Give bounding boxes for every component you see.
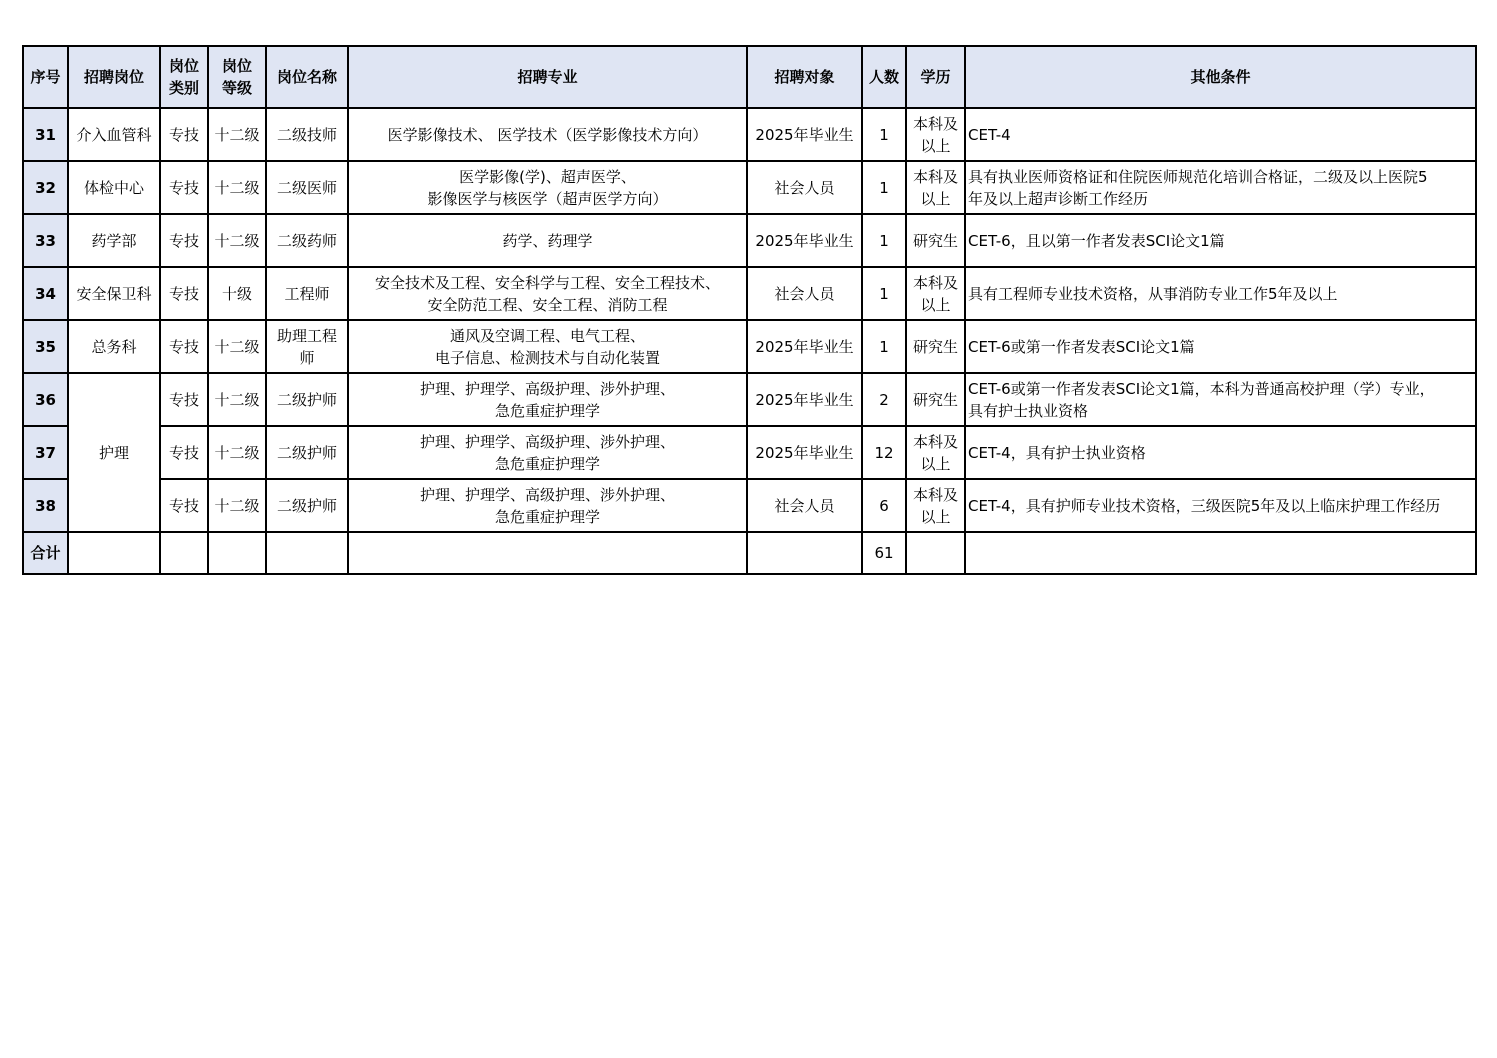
row-level: 十二级: [208, 426, 266, 479]
row-count: 1: [862, 161, 906, 214]
row-dept: 体检中心: [68, 161, 160, 214]
row-edu: 本科及 以上: [906, 267, 965, 320]
row-edu: 本科及 以上: [906, 479, 965, 532]
total-empty-cell: [965, 532, 1476, 574]
header-title: 岗位名称: [266, 46, 348, 108]
row-target: 2025年毕业生: [747, 373, 862, 426]
row-other: 具有工程师专业技术资格，从事消防专业工作5年及以上: [965, 267, 1476, 320]
row-count: 6: [862, 479, 906, 532]
row-type: 专技: [160, 267, 208, 320]
row-edu: 本科及 以上: [906, 426, 965, 479]
row-seq: 32: [23, 161, 68, 214]
table-row: [23, 320, 1476, 373]
row-other: 具有执业医师资格证和住院医师规范化培训合格证，二级及以上医院5 年及以上超声诊断工作经历: [965, 161, 1476, 214]
recruitment-table: [22, 45, 1477, 575]
total-label: 合计: [23, 532, 68, 574]
row-level: 十级: [208, 267, 266, 320]
table-row: [23, 161, 1476, 214]
row-title: 二级药师: [266, 214, 348, 267]
total-empty-cell: [348, 532, 747, 574]
row-title: 二级技师: [266, 108, 348, 161]
total-row: [23, 532, 1476, 574]
row-major: 药学、药理学: [348, 214, 747, 267]
row-seq: 31: [23, 108, 68, 161]
total-empty-cell: [906, 532, 965, 574]
header-count: 人数: [862, 46, 906, 108]
header-target: 招聘对象: [747, 46, 862, 108]
row-level: 十二级: [208, 479, 266, 532]
row-target: 2025年毕业生: [747, 214, 862, 267]
row-other: CET-6，且以第一作者发表SCI论文1篇: [965, 214, 1476, 267]
row-title: 二级医师: [266, 161, 348, 214]
row-level: 十二级: [208, 214, 266, 267]
row-edu: 本科及 以上: [906, 108, 965, 161]
header-row: [23, 46, 1476, 108]
row-type: 专技: [160, 108, 208, 161]
row-dept: 药学部: [68, 214, 160, 267]
row-level: 十二级: [208, 108, 266, 161]
header-type: 岗位 类别: [160, 46, 208, 108]
header-other: 其他条件: [965, 46, 1476, 108]
total-count: 61: [862, 532, 906, 574]
row-seq: 35: [23, 320, 68, 373]
row-count: 1: [862, 108, 906, 161]
row-title: 工程师: [266, 267, 348, 320]
row-major: 护理、护理学、高级护理、涉外护理、 急危重症护理学: [348, 479, 747, 532]
row-dept: 总务科: [68, 320, 160, 373]
row-seq: 34: [23, 267, 68, 320]
row-major: 安全技术及工程、安全科学与工程、安全工程技术、 安全防范工程、安全工程、消防工程: [348, 267, 747, 320]
row-major: 医学影像技术、 医学技术（医学影像技术方向）: [348, 108, 747, 161]
row-major: 护理、护理学、高级护理、涉外护理、 急危重症护理学: [348, 426, 747, 479]
row-major: 医学影像(学)、超声医学、 影像医学与核医学（超声医学方向）: [348, 161, 747, 214]
total-empty-cell: [160, 532, 208, 574]
row-seq: 33: [23, 214, 68, 267]
row-title: 二级护师: [266, 426, 348, 479]
row-count: 1: [862, 214, 906, 267]
row-count: 1: [862, 267, 906, 320]
table-row: [23, 426, 1476, 479]
row-edu: 研究生: [906, 320, 965, 373]
row-major: 护理、护理学、高级护理、涉外护理、 急危重症护理学: [348, 373, 747, 426]
row-edu: 研究生: [906, 373, 965, 426]
table-row: [23, 214, 1476, 267]
row-title: 二级护师: [266, 479, 348, 532]
header-level: 岗位 等级: [208, 46, 266, 108]
row-other: CET-6或第一作者发表SCI论文1篇: [965, 320, 1476, 373]
header-major: 招聘专业: [348, 46, 747, 108]
row-dept-merged: 护理: [68, 373, 160, 532]
row-dept: 介入血管科: [68, 108, 160, 161]
row-title: 二级护师: [266, 373, 348, 426]
row-target: 2025年毕业生: [747, 320, 862, 373]
row-type: 专技: [160, 161, 208, 214]
total-empty-cell: [747, 532, 862, 574]
row-level: 十二级: [208, 373, 266, 426]
row-type: 专技: [160, 426, 208, 479]
header-dept: 招聘岗位: [68, 46, 160, 108]
table-row: [23, 479, 1476, 532]
table-row: [23, 108, 1476, 161]
row-count: 2: [862, 373, 906, 426]
row-target: 社会人员: [747, 267, 862, 320]
row-edu: 本科及 以上: [906, 161, 965, 214]
row-target: 2025年毕业生: [747, 108, 862, 161]
total-empty-cell: [266, 532, 348, 574]
row-level: 十二级: [208, 161, 266, 214]
row-seq: 36: [23, 373, 68, 426]
table-row: [23, 267, 1476, 320]
row-type: 专技: [160, 214, 208, 267]
row-target: 社会人员: [747, 479, 862, 532]
row-other: CET-6或第一作者发表SCI论文1篇，本科为普通高校护理（学）专业， 具有护士执业资格: [965, 373, 1476, 426]
row-edu: 研究生: [906, 214, 965, 267]
row-count: 12: [862, 426, 906, 479]
row-other: CET-4: [965, 108, 1476, 161]
row-type: 专技: [160, 373, 208, 426]
row-major: 通风及空调工程、电气工程、 电子信息、检测技术与自动化装置: [348, 320, 747, 373]
header-seq: 序号: [23, 46, 68, 108]
row-seq: 38: [23, 479, 68, 532]
row-level: 十二级: [208, 320, 266, 373]
row-other: CET-4，具有护师专业技术资格，三级医院5年及以上临床护理工作经历: [965, 479, 1476, 532]
row-type: 专技: [160, 320, 208, 373]
row-target: 社会人员: [747, 161, 862, 214]
total-empty-cell: [68, 532, 160, 574]
row-title: 助理工程 师: [266, 320, 348, 373]
table-row: [23, 373, 1476, 426]
row-type: 专技: [160, 479, 208, 532]
row-dept: 安全保卫科: [68, 267, 160, 320]
row-target: 2025年毕业生: [747, 426, 862, 479]
row-seq: 37: [23, 426, 68, 479]
row-count: 1: [862, 320, 906, 373]
total-empty-cell: [208, 532, 266, 574]
header-edu: 学历: [906, 46, 965, 108]
row-other: CET-4，具有护士执业资格: [965, 426, 1476, 479]
